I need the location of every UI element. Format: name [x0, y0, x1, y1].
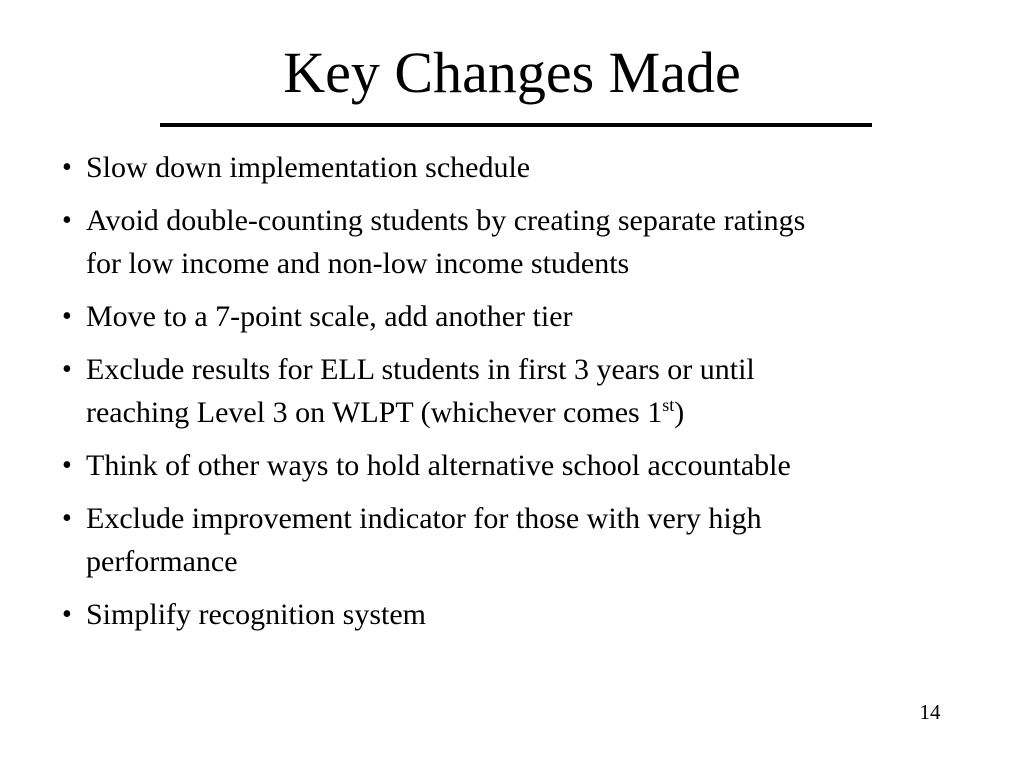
- bullet-item: [62, 146, 978, 189]
- bullet-marker: •: [62, 503, 72, 534]
- bullet-marker: •: [62, 354, 72, 385]
- bullet-marker: •: [62, 205, 72, 236]
- bullet-text: Avoid double-counting students by creating separate ratings: [86, 204, 806, 237]
- bullet-item: [62, 295, 978, 338]
- slide-title: Key Changes Made: [283, 40, 741, 105]
- bullet-text: Simplify recognition system: [86, 598, 426, 631]
- bullet-text: for low income and non-low income students: [86, 247, 630, 280]
- bullet-marker: •: [62, 450, 72, 481]
- bullet-text: Exclude improvement indicator for those with very high: [86, 502, 762, 535]
- title-underline-rule: [160, 123, 872, 127]
- bullet-item: [62, 593, 978, 636]
- bullet-text: Slow down implementation schedule: [86, 151, 531, 184]
- bullet-text: performance: [86, 545, 238, 578]
- bullet-item: [62, 497, 978, 583]
- bullet-text-segment: ): [674, 396, 685, 429]
- bullet-marker: •: [62, 301, 72, 332]
- bullet-item: [62, 199, 978, 285]
- bullet-item: [62, 444, 978, 487]
- bullet-text: Think of other ways to hold alternative school accountable: [86, 449, 791, 482]
- bullet-text: Move to a 7-point scale, add another tier: [86, 300, 573, 333]
- bullet-text: Exclude results for ELL students in first 3 years or until: [86, 353, 755, 386]
- bullet-text-segment: reaching Level 3 on WLPT (whichever comes 1: [86, 396, 663, 429]
- bullet-list: [62, 146, 978, 646]
- bullet-text: [86, 391, 978, 434]
- bullet-marker: •: [62, 152, 72, 183]
- bullet-marker: •: [62, 599, 72, 630]
- superscript-ordinal: st: [662, 395, 675, 415]
- slide-page-number: 14: [919, 700, 941, 724]
- bullet-item: [62, 348, 978, 434]
